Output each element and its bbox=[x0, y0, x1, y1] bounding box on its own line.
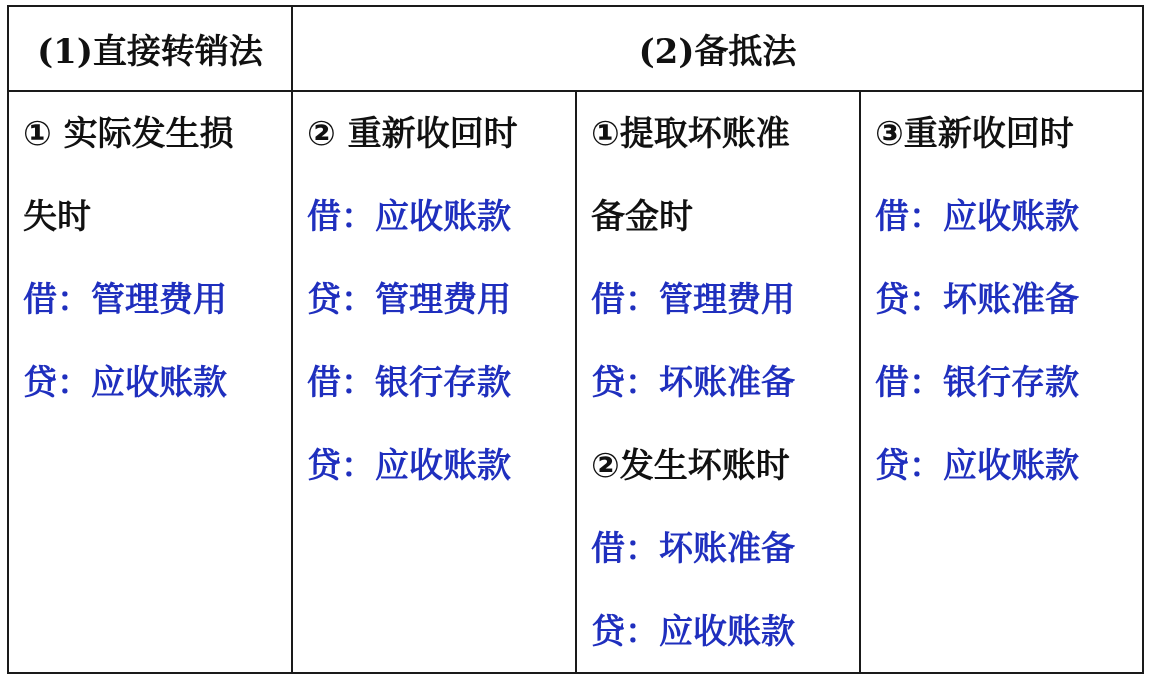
column-line: 贷：应收账款 bbox=[875, 446, 1079, 486]
column-line: ① 实际发生损 bbox=[23, 114, 234, 154]
column-line: ②发生坏账时 bbox=[591, 446, 790, 486]
header-allowance-method-text: (2)备抵法 bbox=[638, 32, 797, 72]
column-line: 备金时 bbox=[591, 197, 693, 237]
header-allowance-method bbox=[293, 7, 1142, 90]
header-direct-write-off-text: (1)直接转销法 bbox=[37, 32, 263, 72]
column-line: 贷：坏账准备 bbox=[875, 280, 1079, 320]
column-line: 借：应收账款 bbox=[875, 197, 1079, 237]
column-line: 贷：应收账款 bbox=[591, 612, 795, 652]
column-line: 贷：坏账准备 bbox=[591, 363, 795, 403]
column-allowance-provision bbox=[577, 92, 859, 672]
column-line: 贷：管理费用 bbox=[307, 280, 511, 320]
column-line: ①提取坏账准 bbox=[591, 114, 790, 154]
column-direct-recovery bbox=[293, 92, 575, 672]
column-line: 借：银行存款 bbox=[307, 363, 511, 403]
column-line: ③重新收回时 bbox=[875, 114, 1074, 154]
column-line: 贷：应收账款 bbox=[23, 363, 227, 403]
column-line: 借：应收账款 bbox=[307, 197, 511, 237]
header-direct-write-off bbox=[9, 7, 291, 90]
column-direct-write-off bbox=[9, 92, 291, 672]
accounting-table bbox=[7, 5, 1144, 674]
column-line: 借：管理费用 bbox=[591, 280, 795, 320]
column-line: 失时 bbox=[23, 197, 91, 237]
column-line: ② 重新收回时 bbox=[307, 114, 518, 154]
column-line: 借：管理费用 bbox=[23, 280, 227, 320]
column-line: 借：坏账准备 bbox=[591, 529, 795, 569]
column-line: 贷：应收账款 bbox=[307, 446, 511, 486]
column-line: 借：银行存款 bbox=[875, 363, 1079, 403]
column-allowance-recovery bbox=[861, 92, 1142, 672]
